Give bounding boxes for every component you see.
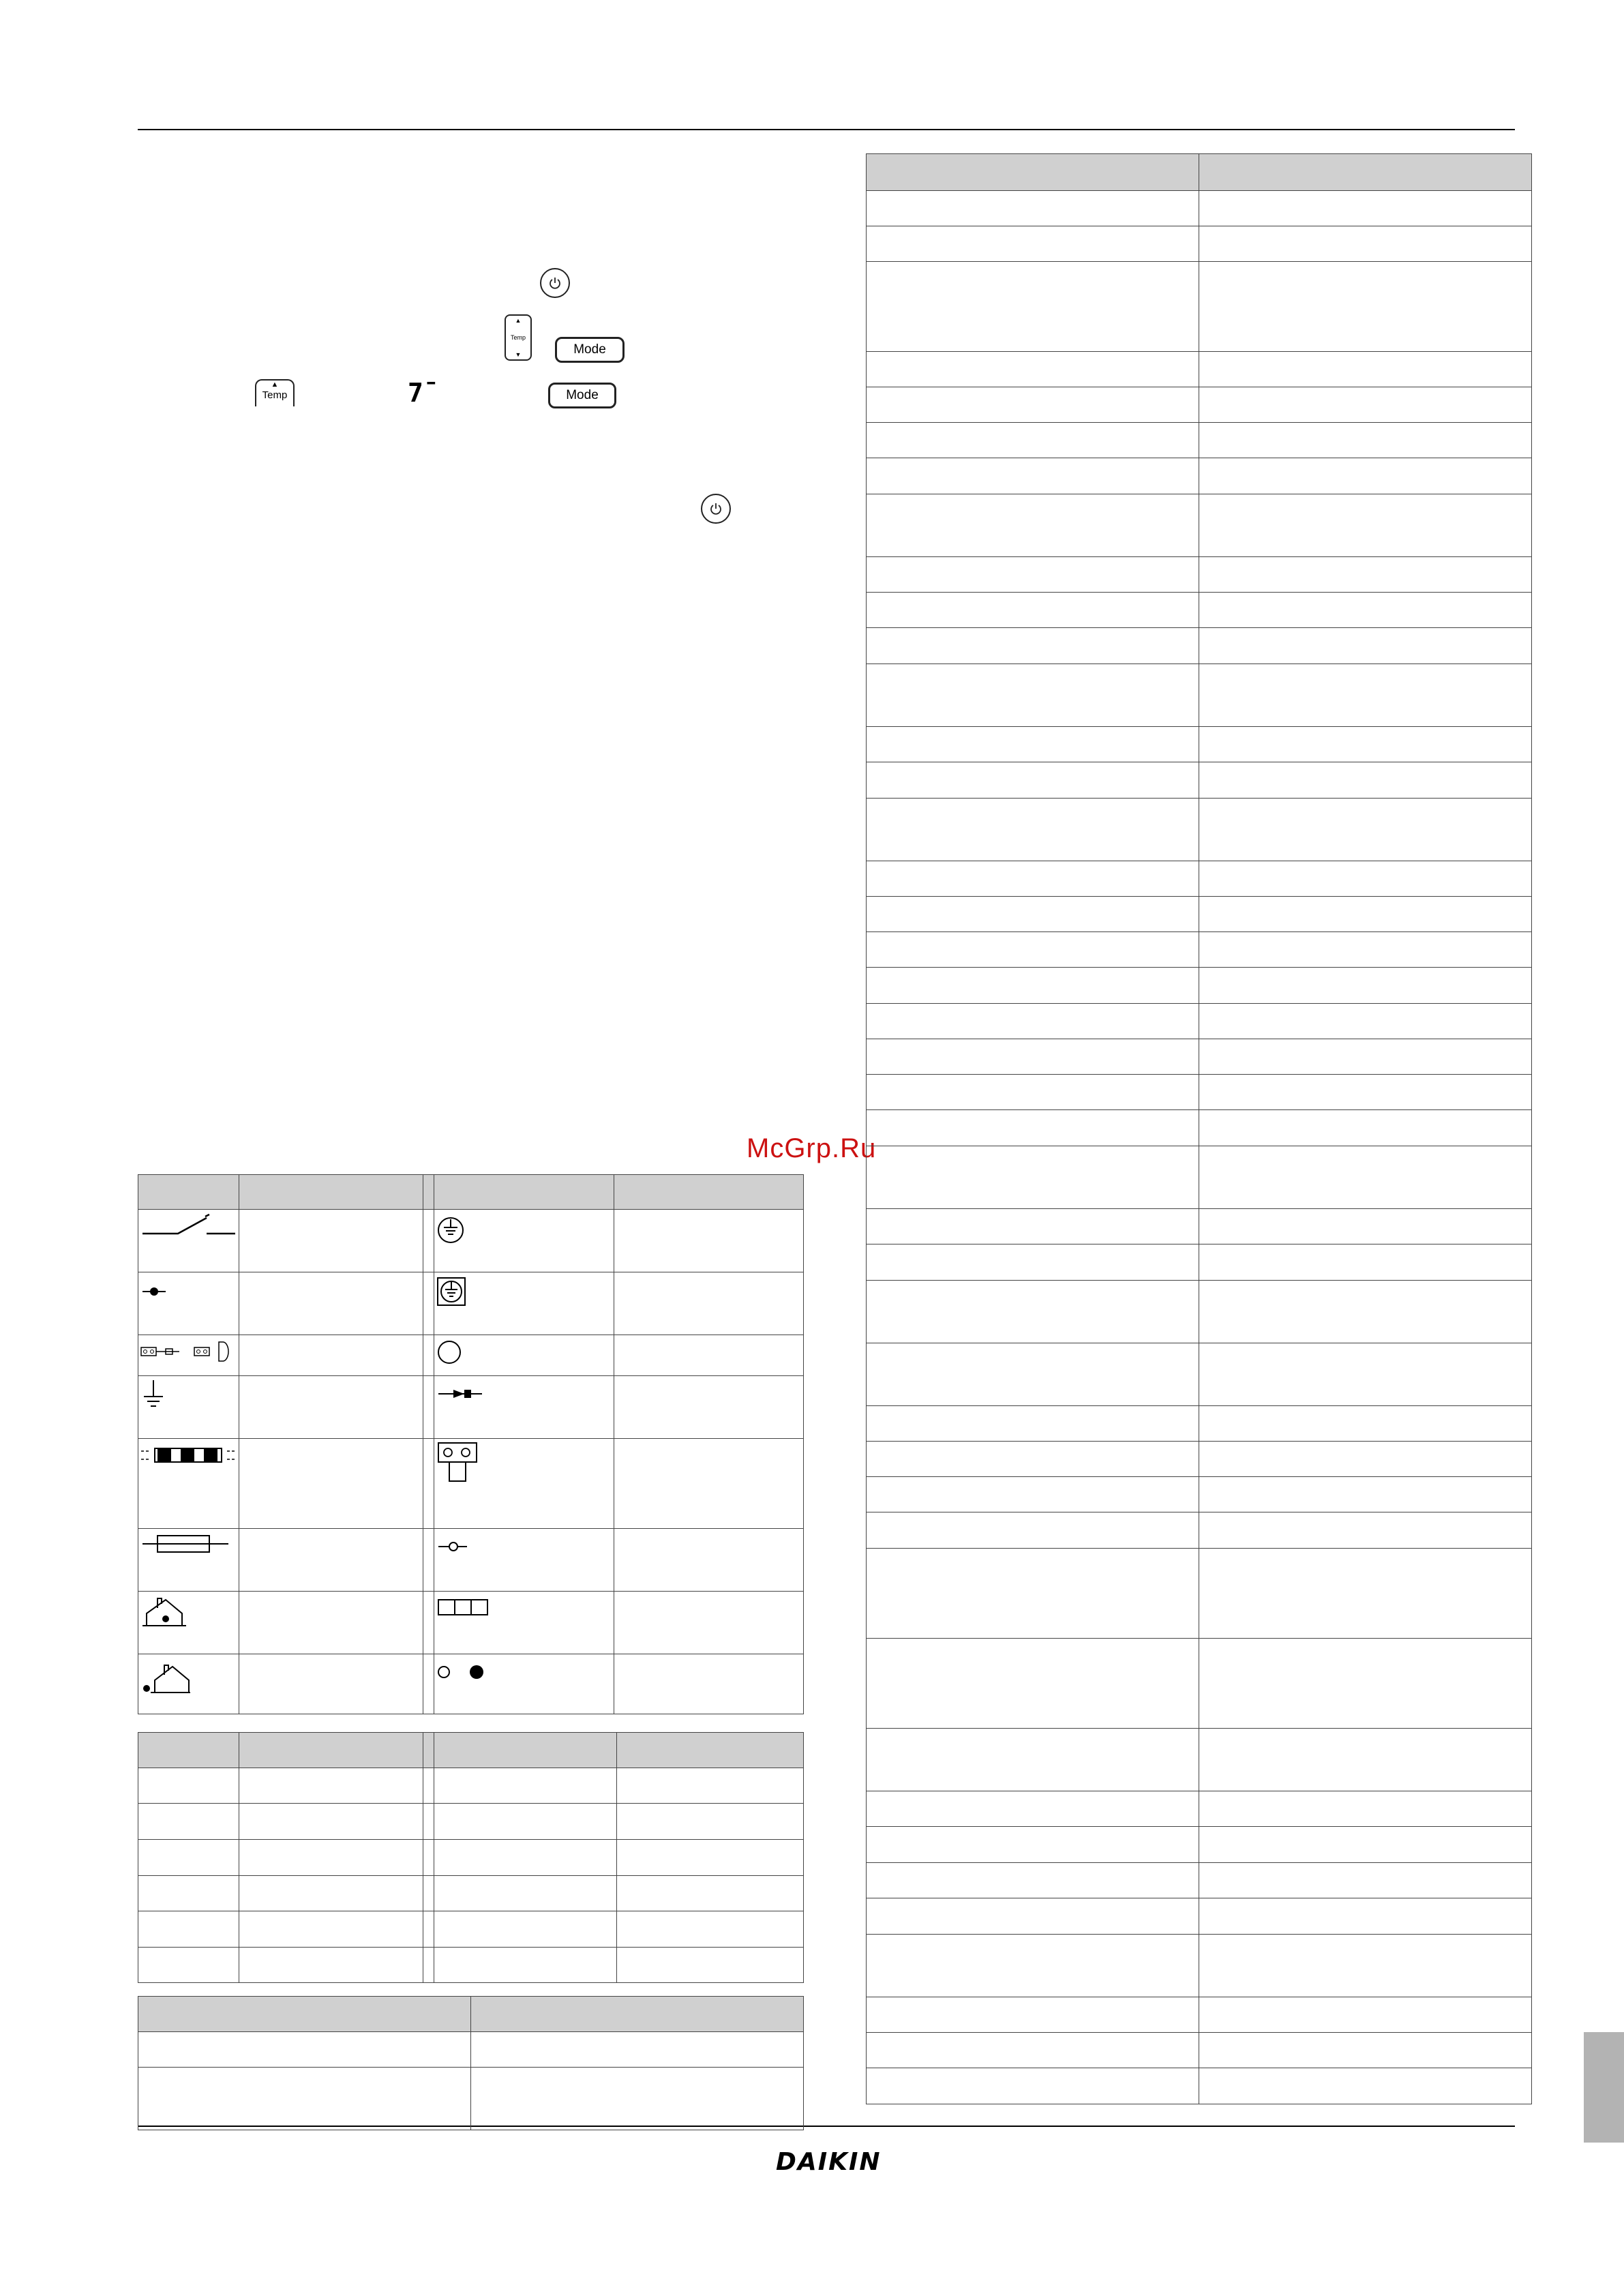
table-row <box>867 968 1532 1004</box>
table-row <box>867 1863 1532 1898</box>
table-row <box>867 2033 1532 2068</box>
power-icon-2 <box>709 502 723 516</box>
table-cell <box>617 1911 804 1948</box>
temp-up-icon: ▲ <box>515 317 522 324</box>
table-cell <box>617 1948 804 1983</box>
symbols-table <box>138 1174 804 1714</box>
table-cell <box>867 1146 1199 1209</box>
mode-label: Mode <box>573 342 606 357</box>
table-cell <box>1199 762 1532 799</box>
table-cell <box>1199 1863 1532 1898</box>
table-row <box>138 1876 804 1911</box>
symbol-row <box>138 1335 804 1376</box>
symbol-description <box>614 1592 804 1654</box>
header-rule <box>138 129 1515 130</box>
connector-symbol <box>138 1335 239 1376</box>
table-row <box>867 727 1532 762</box>
table-row <box>138 1804 804 1840</box>
spacer-cell <box>423 1840 434 1876</box>
table-row <box>867 628 1532 664</box>
abbreviation-header-row <box>138 1733 804 1768</box>
header-cell <box>471 1997 804 2032</box>
fuse-symbol <box>138 1529 239 1592</box>
table-cell <box>434 1840 617 1876</box>
table-row <box>867 861 1532 897</box>
table-cell <box>867 1075 1199 1110</box>
table-cell <box>1199 1406 1532 1442</box>
spacer-cell <box>423 1376 434 1439</box>
spacer-cell <box>423 1592 434 1654</box>
table-cell <box>867 1512 1199 1549</box>
symbol-description <box>239 1210 423 1272</box>
table-cell <box>867 1039 1199 1075</box>
table-cell <box>1199 1110 1532 1146</box>
table-cell <box>867 1110 1199 1146</box>
table-row <box>867 226 1532 262</box>
table-row <box>867 1549 1532 1639</box>
symbol-description <box>614 1272 804 1335</box>
table-cell <box>617 1840 804 1876</box>
temp-button[interactable] <box>505 314 532 361</box>
table-cell <box>867 1791 1199 1827</box>
table-cell <box>867 226 1199 262</box>
terminal-symbol <box>434 1529 614 1592</box>
spacer-cell <box>423 1768 434 1804</box>
table-cell <box>471 2068 804 2130</box>
table-cell <box>138 1876 239 1911</box>
symbol-description <box>614 1210 804 1272</box>
table-cell <box>867 932 1199 968</box>
table-row <box>138 2068 804 2130</box>
table-cell <box>867 494 1199 557</box>
spacer-cell <box>423 1804 434 1840</box>
temp-down-icon: ▼ <box>515 351 522 358</box>
table-cell <box>867 628 1199 664</box>
header-cell <box>434 1175 614 1210</box>
terminal-strip-symbol <box>434 1592 614 1654</box>
table-cell <box>1199 1791 1532 1827</box>
table-cell <box>867 1477 1199 1512</box>
spacer-cell <box>423 1210 434 1272</box>
header-cell <box>1199 154 1532 191</box>
temp-up-label: Temp <box>262 389 288 401</box>
table-row <box>138 1911 804 1948</box>
table-cell <box>138 1948 239 1983</box>
table-row <box>867 1004 1532 1039</box>
table-row <box>867 593 1532 628</box>
table-cell <box>867 191 1199 226</box>
symbol-description <box>614 1529 804 1592</box>
table-row <box>867 664 1532 727</box>
table-row <box>867 1997 1532 2033</box>
temp-up-button[interactable] <box>255 379 295 406</box>
mode-button[interactable] <box>555 337 625 363</box>
table-row <box>867 1146 1532 1209</box>
table-row <box>867 191 1532 226</box>
spacer-cell <box>423 1335 434 1376</box>
table-cell <box>867 1997 1199 2033</box>
symbol-description <box>239 1654 423 1714</box>
spacer-cell <box>423 1911 434 1948</box>
table-cell <box>867 458 1199 494</box>
table-row <box>867 1827 1532 1863</box>
symbol-description <box>239 1272 423 1335</box>
table-cell <box>138 1840 239 1876</box>
power-icon <box>548 276 562 290</box>
table-cell <box>1199 458 1532 494</box>
table-cell <box>1199 2068 1532 2104</box>
table-row <box>867 1898 1532 1935</box>
table-row <box>867 2068 1532 2104</box>
table-row <box>867 1281 1532 1343</box>
symbol-row <box>138 1210 804 1272</box>
table-cell <box>867 1729 1199 1791</box>
symbol-row <box>138 1529 804 1592</box>
table-row <box>867 1442 1532 1477</box>
table-row <box>867 1209 1532 1244</box>
table-cell <box>867 1935 1199 1997</box>
table-cell <box>1199 191 1532 226</box>
abbreviation-table <box>138 1732 804 1983</box>
table-cell <box>867 387 1199 423</box>
table-row <box>867 1039 1532 1075</box>
noiseless-earth-symbol <box>434 1272 614 1335</box>
table-cell <box>867 1549 1199 1639</box>
table-cell <box>1199 593 1532 628</box>
table-cell <box>617 1876 804 1911</box>
table-row <box>867 1639 1532 1729</box>
symbol-row <box>138 1376 804 1439</box>
power-button-2[interactable] <box>701 494 731 524</box>
table-cell <box>867 762 1199 799</box>
table-cell <box>434 1948 617 1983</box>
protective-earth-symbol <box>434 1210 614 1272</box>
table-cell <box>1199 387 1532 423</box>
table-cell <box>1199 727 1532 762</box>
table-cell <box>1199 1004 1532 1039</box>
power-button[interactable] <box>540 268 570 298</box>
mode-label-2: Mode <box>566 388 599 402</box>
wire-harness-symbol <box>138 1439 239 1529</box>
table-row <box>867 557 1532 593</box>
table-cell <box>1199 1729 1532 1791</box>
table-cell <box>617 1768 804 1804</box>
diode-symbol <box>434 1376 614 1439</box>
table-cell <box>1199 1827 1532 1863</box>
symbol-description <box>614 1335 804 1376</box>
header-cell <box>239 1733 423 1768</box>
table-cell <box>867 1209 1199 1244</box>
table-row <box>867 1791 1532 1827</box>
table-row <box>867 762 1532 799</box>
spacer-cell <box>423 1439 434 1529</box>
table-row <box>867 1512 1532 1549</box>
symbol-row <box>138 1592 804 1654</box>
table-row <box>867 1343 1532 1406</box>
watermark: McGrp.Ru <box>747 1133 877 1163</box>
table-cell <box>1199 1477 1532 1512</box>
table-row <box>138 1768 804 1804</box>
terminal-block-symbol <box>434 1439 614 1529</box>
table-cell <box>239 1876 423 1911</box>
table-cell <box>867 352 1199 387</box>
table-cell <box>867 1281 1199 1343</box>
table-cell <box>1199 1512 1532 1549</box>
table-cell <box>867 799 1199 861</box>
table-cell <box>867 1343 1199 1406</box>
table-cell <box>434 1876 617 1911</box>
table-row <box>138 2032 804 2068</box>
symbol-row <box>138 1654 804 1714</box>
header-cell <box>867 154 1199 191</box>
table-row <box>867 932 1532 968</box>
table-cell <box>1199 423 1532 458</box>
table-cell <box>867 897 1199 932</box>
table-cell <box>1199 2033 1532 2068</box>
table-cell <box>1199 1639 1532 1729</box>
header-cell <box>423 1175 434 1210</box>
table-cell <box>867 1898 1199 1935</box>
table-row <box>867 494 1532 557</box>
side-tab <box>1584 2032 1624 2143</box>
indoor-unit-symbol <box>138 1592 239 1654</box>
table-cell <box>1199 1343 1532 1406</box>
colour-header-row <box>138 1997 804 2032</box>
table-cell <box>1199 226 1532 262</box>
table-cell <box>239 1768 423 1804</box>
table-cell <box>434 1768 617 1804</box>
table-cell <box>434 1804 617 1840</box>
table-cell <box>867 1639 1199 1729</box>
header-cell <box>614 1175 804 1210</box>
table-cell <box>867 262 1199 352</box>
table-cell <box>1199 1549 1532 1639</box>
segment-display: 7¯ <box>408 378 439 408</box>
connection-dot-symbol <box>138 1272 239 1335</box>
table-cell <box>1199 1075 1532 1110</box>
table-cell <box>471 2032 804 2068</box>
table-cell <box>1199 352 1532 387</box>
table-row <box>867 1935 1532 1997</box>
spacer-cell <box>423 1529 434 1592</box>
table-row <box>867 352 1532 387</box>
table-cell <box>1199 262 1532 352</box>
table-cell <box>867 1827 1199 1863</box>
table-cell <box>1199 897 1532 932</box>
table-row <box>867 387 1532 423</box>
table-cell <box>138 1768 239 1804</box>
table-cell <box>1199 664 1532 727</box>
mode-button-2[interactable] <box>548 383 616 408</box>
colour-table <box>138 1996 804 2130</box>
daikin-logo: DAIKIN <box>776 2148 882 2176</box>
table-row <box>867 1244 1532 1281</box>
header-cell <box>434 1733 617 1768</box>
header-cell <box>617 1733 804 1768</box>
header-cell <box>423 1733 434 1768</box>
table-cell <box>1199 861 1532 897</box>
symbol-description <box>614 1439 804 1529</box>
switch-symbol <box>138 1210 239 1272</box>
table-cell <box>1199 1281 1532 1343</box>
header-cell <box>239 1175 423 1210</box>
outdoor-unit-symbol <box>138 1654 239 1714</box>
table-cell <box>1199 1146 1532 1209</box>
table-row <box>867 1729 1532 1791</box>
parts-table <box>866 153 1532 2104</box>
symbol-row <box>138 1439 804 1529</box>
table-cell <box>239 1804 423 1840</box>
table-cell <box>867 968 1199 1004</box>
table-cell <box>867 2033 1199 2068</box>
table-cell <box>867 1406 1199 1442</box>
table-cell <box>138 2068 471 2130</box>
table-row <box>867 1075 1532 1110</box>
table-row <box>867 1406 1532 1442</box>
symbol-description <box>239 1592 423 1654</box>
symbol-description <box>614 1376 804 1439</box>
table-cell <box>1199 932 1532 968</box>
table-cell <box>867 423 1199 458</box>
table-row <box>867 799 1532 861</box>
table-cell <box>617 1804 804 1840</box>
spacer-cell <box>423 1654 434 1714</box>
table-row <box>138 1948 804 1983</box>
table-cell <box>867 664 1199 727</box>
table-cell <box>867 593 1199 628</box>
table-cell <box>1199 1898 1532 1935</box>
symbol-description <box>614 1654 804 1714</box>
table-cell <box>1199 1442 1532 1477</box>
parts-header-row <box>867 154 1532 191</box>
table-cell <box>138 2032 471 2068</box>
temp-label: Temp <box>510 334 526 341</box>
symbol-description <box>239 1529 423 1592</box>
table-cell <box>138 1804 239 1840</box>
header-cell <box>138 1175 239 1210</box>
table-row <box>867 1477 1532 1512</box>
table-row <box>867 458 1532 494</box>
table-cell <box>867 557 1199 593</box>
table-cell <box>1199 628 1532 664</box>
table-row <box>867 262 1532 352</box>
table-cell <box>867 1244 1199 1281</box>
table-cell <box>1199 557 1532 593</box>
table-cell <box>239 1948 423 1983</box>
table-cell <box>239 1840 423 1876</box>
table-cell <box>867 727 1199 762</box>
table-cell <box>1199 1039 1532 1075</box>
table-cell <box>867 861 1199 897</box>
spacer-cell <box>423 1948 434 1983</box>
temp-up-arrow-icon: ▲ <box>271 381 279 389</box>
table-row <box>867 897 1532 932</box>
symbol-description <box>239 1376 423 1439</box>
symbol-description <box>239 1439 423 1529</box>
table-cell <box>1199 968 1532 1004</box>
table-cell <box>434 1911 617 1948</box>
table-cell <box>138 1911 239 1948</box>
crimp-terminal-symbol <box>434 1654 614 1714</box>
table-row <box>867 423 1532 458</box>
table-cell <box>867 1863 1199 1898</box>
table-cell <box>239 1911 423 1948</box>
table-cell <box>1199 494 1532 557</box>
table-cell <box>867 2068 1199 2104</box>
table-cell <box>1199 1244 1532 1281</box>
earth-symbol <box>138 1376 239 1439</box>
table-cell <box>867 1004 1199 1039</box>
table-cell <box>1199 1935 1532 1997</box>
spacer-cell <box>423 1876 434 1911</box>
symbol-row <box>138 1272 804 1335</box>
table-cell <box>1199 1997 1532 2033</box>
header-cell <box>138 1733 239 1768</box>
spacer-cell <box>423 1272 434 1335</box>
symbol-description <box>239 1335 423 1376</box>
table-cell <box>867 1442 1199 1477</box>
table-cell <box>1199 799 1532 861</box>
table-row <box>138 1840 804 1876</box>
table-row <box>867 1110 1532 1146</box>
table-cell <box>1199 1209 1532 1244</box>
circle-symbol <box>434 1335 614 1376</box>
symbols-header-row <box>138 1175 804 1210</box>
header-cell <box>138 1997 471 2032</box>
